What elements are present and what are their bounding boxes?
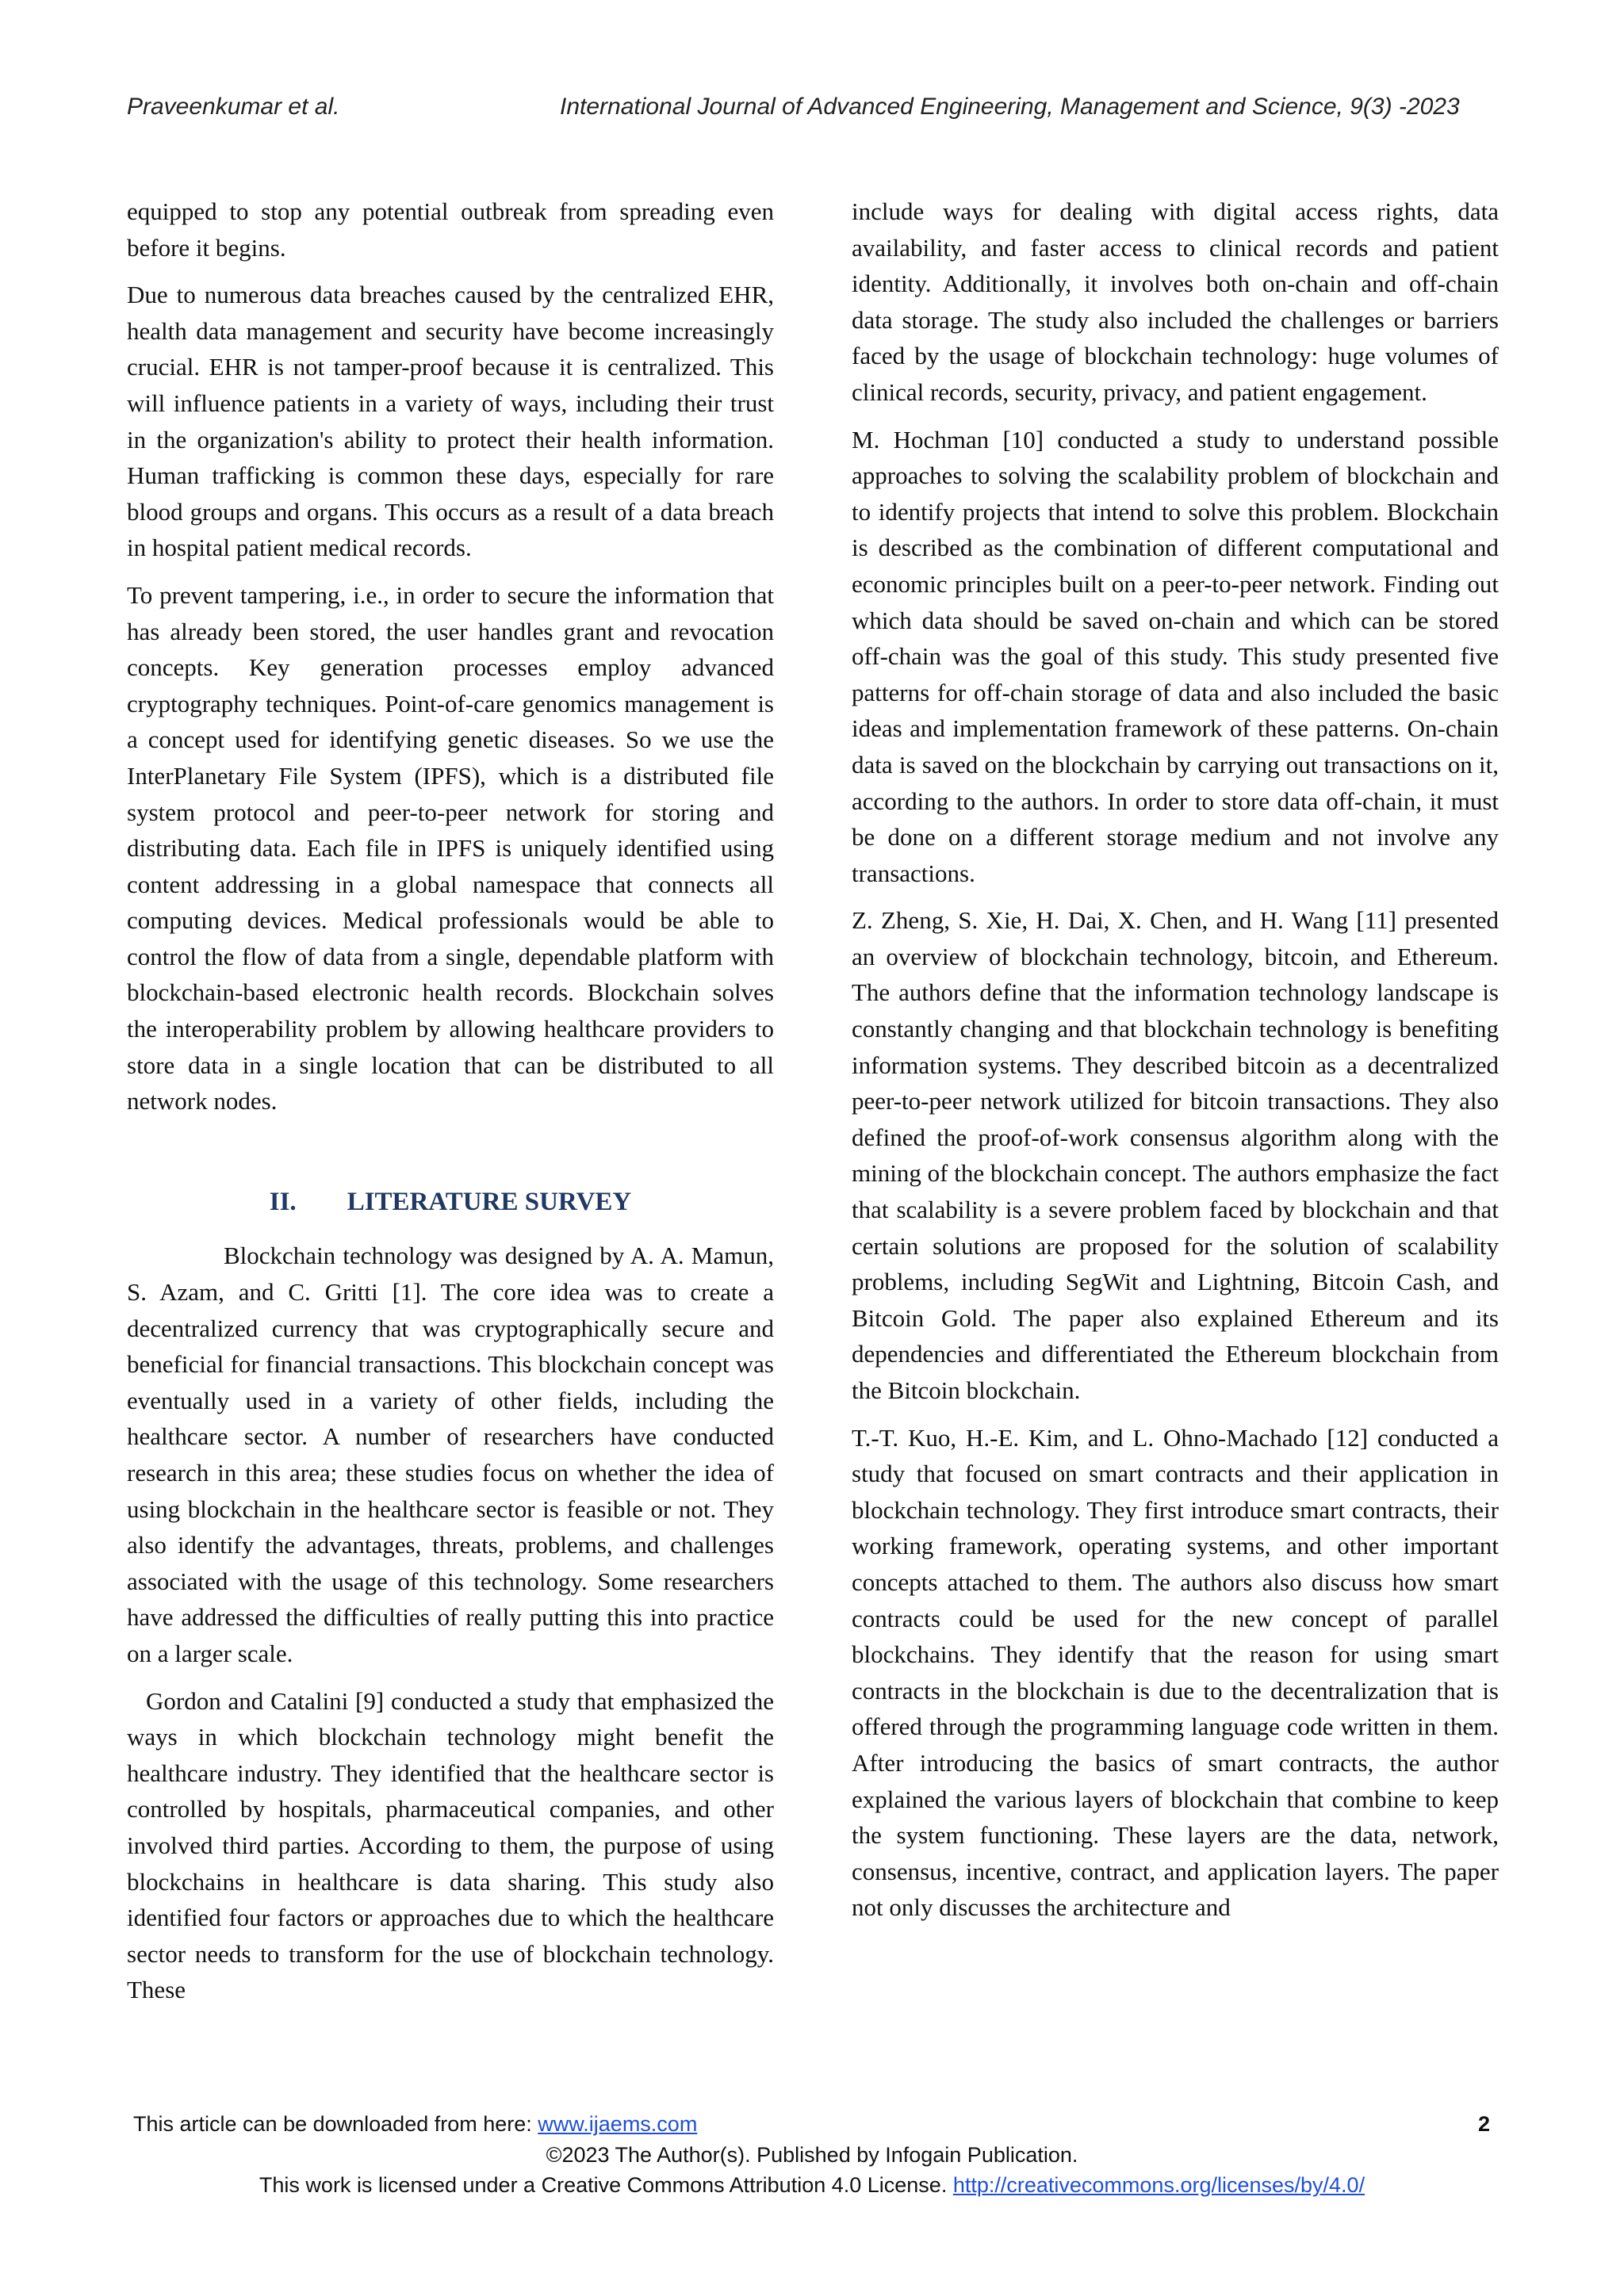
paragraph: equipped to stop any potential outbreak from spreading even before it begins. xyxy=(127,197,774,262)
paragraph: Due to numerous data breaches caused by the centralized EHR, health data management and security have become increasingly crucial. EHR is not tamper-proof because it is centralized. This will influence patients in a variety of ways, including their trust in the organization's ability to protect their health information. Human trafficking is common these days, especially for rare blood groups and organs. This occurs as a result of a data breach in hospital patient medical records. xyxy=(127,281,774,562)
section-title: LITERATURE SURVEY xyxy=(347,1187,632,1216)
journal-website-link[interactable]: www.ijaems.com xyxy=(538,2112,698,2136)
footer-license-text: This work is licensed under a Creative Commons Attribution 4.0 License. xyxy=(259,2173,953,2197)
section-number: II. xyxy=(269,1187,297,1216)
section-heading xyxy=(127,1184,774,1221)
header-authors: Praveenkumar et al. xyxy=(127,94,340,120)
footer-license-line xyxy=(0,2173,1624,2198)
paragraph: Blockchain technology was designed by A. A. Mamun, S. Azam, and C. Gritti [1]. The core idea was to create a decentralized currency that was cryptographically secure and beneficial for financial transactions. This blockchain concept was eventually used in a variety of other fields, including the healthcare sector. A number of researchers have conducted research in this area; these studies focus on whether the idea of using blockchain in the healthcare sector is feasible or not. They also identify the advantages, threats, problems, and challenges associated with the usage of this technology. Some researchers have addressed the difficulties of really putting this into practice on a larger scale. xyxy=(127,1242,774,1667)
header-journal-title: International Journal of Advanced Engineering, Management and Science, 9(3) -2023 xyxy=(560,94,1460,120)
paragraph: include ways for dealing with digital access rights, data availability, and faster access to clinical records and patient identity. Additionally, it involves both on-chain and off-chain data storage. The study also included the challenges or barriers faced by the usage of blockchain technology: huge volumes of clinical records, security, privacy, and patient engagement. xyxy=(852,197,1499,406)
page-number: 2 xyxy=(1478,2112,1491,2136)
paragraph: M. Hochman [10] conducted a study to understand possible approaches to solving the scalability problem of blockchain and to identify projects that intend to solve this problem. Blockchain is described as the combination of different computational and economic principles built on a peer-to-peer network. Finding out which data should be saved on-chain and which can be stored off-chain was the goal of this study. This study presented five patterns for off-chain storage of data and also included the basic ideas and implementation framework of these patterns. On-chain data is saved on the blockchain by carrying out transactions on it, according to the authors. In order to store data off-chain, it must be done on a different storage medium and not involve any transactions. xyxy=(852,425,1499,887)
running-header xyxy=(127,94,1499,130)
left-column xyxy=(127,193,774,2019)
paragraph: T.-T. Kuo, H.-E. Kim, and L. Ohno-Machado [12] conducted a study that focused on smart contracts and their application in blockchain technology. They first introduce smart contracts, their working framework, operating systems, and other important concepts attached to them. The authors also discuss how smart contracts could be used for the new concept of parallel blockchains. They identify that the reason for using smart contracts in the blockchain is due to the decentralization that is offered through the programming language code written in them. After introducing the basics of smart contracts, the author explained the various layers of blockchain that combine to keep the system functioning. These layers are the data, network, consensus, incentive, contract, and application layers. The paper not only discusses the architecture and xyxy=(852,1423,1499,1922)
right-column xyxy=(852,193,1499,1937)
paragraph: To prevent tampering, i.e., in order to secure the information that has already been stored, the user handles grant and revocation concepts. Key generation processes employ advanced cryptography techniques. Point-of-care genomics management is a concept used for identifying genetic diseases. So we use the InterPlanetary File System (IPFS), which is a distributed file system protocol and peer-to-peer network for storing and distributing data. Each file in IPFS is uniquely identified using content addressing in a global namespace that connects all computing devices. Medical professionals would be able to control the flow of data from a single, dependable platform with blockchain-based electronic health records. Blockchain solves the interoperability problem by allowing healthcare providers to store data in a single location that can be distributed to all network nodes. xyxy=(127,580,774,1115)
footer-download-text: This article can be downloaded from here: xyxy=(133,2112,538,2136)
footer-download xyxy=(133,2112,697,2137)
license-link[interactable]: http://creativecommons.org/licenses/by/4.0/ xyxy=(952,2173,1365,2197)
paragraph: Gordon and Catalini [9] conducted a study that emphasized the ways in which blockchain technology might benefit the healthcare industry. They identified that the healthcare sector is controlled by hospitals, pharmaceutical companies, and other involved third parties. According to them, the purpose of using blockchains in healthcare is data sharing. This study also identified four factors or approaches due to which the healthcare sector needs to transform for the use of blockchain technology. These xyxy=(127,1686,774,2004)
paragraph: Z. Zheng, S. Xie, H. Dai, X. Chen, and H. Wang [11] presented an overview of blockchain technology, bitcoin, and Ethereum. The authors define that the information technology landscape is constantly changing and that blockchain technology is benefiting information systems. They described bitcoin as a decentralized peer-to-peer network utilized for bitcoin transactions. They also defined the proof-of-work consensus algorithm along with the mining of the blockchain concept. The authors emphasize the fact that scalability is a severe problem faced by blockchain and that certain solutions are proposed for the solution of scalability problems, including SegWit and Lightning, Bitcoin Cash, and Bitcoin Gold. The paper also explained Ethereum and its dependencies and differentiated the Ethereum blockchain from the Bitcoin blockchain. xyxy=(852,906,1499,1404)
footer-copyright: ©2023 The Author(s). Published by Infogain Publication. xyxy=(546,2143,1078,2167)
